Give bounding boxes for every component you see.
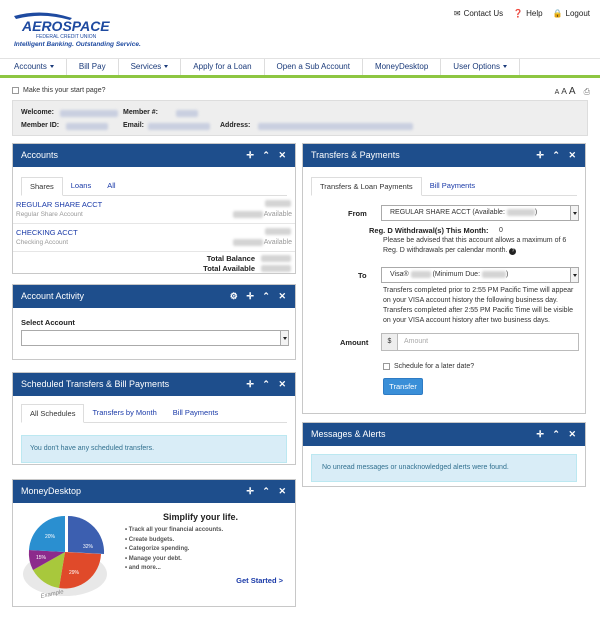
to-label: To xyxy=(358,271,367,280)
panel-controls[interactable]: ✛ ⌃ ✕ xyxy=(246,379,289,389)
start-page-checkbox[interactable] xyxy=(12,87,19,94)
member-number-label: Member #: xyxy=(123,109,159,116)
lock-icon: 🔒 xyxy=(552,9,563,18)
panel-controls[interactable]: ✛ ⌃ ✕ xyxy=(246,150,289,160)
to-note: Transfers completed prior to 2:55 PM Pacific Time will appear on your VISA account history the following business day. Transfers completed after 2:55 PM Pacific Time will be visible on your VISA account history after two business days. xyxy=(383,287,574,324)
tab-loans[interactable]: Loans xyxy=(70,181,92,190)
logout-link[interactable]: 🔒 Logout xyxy=(552,9,590,18)
tab-shares[interactable]: Shares xyxy=(21,177,63,196)
account-name[interactable]: CHECKING ACCT xyxy=(16,228,78,237)
envelope-icon: ✉ xyxy=(453,9,461,18)
start-page-option: Make this your start page? xyxy=(12,87,106,94)
nav-services[interactable]: Services xyxy=(119,59,182,75)
nav-open-sub-account[interactable]: Open a Sub Account xyxy=(265,59,363,75)
pie-label: 32% xyxy=(83,544,94,550)
nav-accounts[interactable]: Accounts xyxy=(0,59,67,75)
panel-header xyxy=(13,285,295,308)
welcome-label: Welcome: xyxy=(21,109,54,116)
panel-title: Scheduled Transfers & Bill Payments xyxy=(21,379,170,389)
available-label: Available xyxy=(263,239,292,246)
currency-addon: $ xyxy=(382,334,398,350)
nav-user-options[interactable]: User Options xyxy=(441,59,520,75)
regd-value: 0 xyxy=(499,227,503,234)
md-headline: Simplify your life. xyxy=(163,512,239,522)
moneydesktop-panel xyxy=(12,479,296,607)
caret-down-icon xyxy=(50,65,54,68)
panel-title: Accounts xyxy=(21,150,59,160)
md-bullet: • Categorize spending. xyxy=(125,546,190,552)
nav-moneydesktop[interactable]: MoneyDesktop xyxy=(363,59,441,75)
no-scheduled-message: You don't have any scheduled transfers. xyxy=(21,435,287,463)
pie-chart-illustration xyxy=(19,508,119,604)
regd-note: Please be advised that this account allows a maximum of 6 Reg. D withdrawals per calendar month. ? xyxy=(383,237,567,254)
info-icon[interactable]: ? xyxy=(509,248,516,255)
tab-transfers-by-month[interactable]: Transfers by Month xyxy=(92,408,157,417)
contact-link[interactable]: ✉ Contact Us xyxy=(453,9,504,18)
nav-apply-loan[interactable]: Apply for a Loan xyxy=(181,59,264,75)
total-balance-label: Total Balance xyxy=(206,254,255,263)
from-label: From xyxy=(348,209,367,218)
amount-label: Amount xyxy=(340,338,369,347)
panel-controls[interactable]: ⚙ ✛ ⌃ ✕ xyxy=(229,291,289,301)
nav-bill-pay[interactable]: Bill Pay xyxy=(67,59,119,75)
panel-header xyxy=(13,373,295,396)
panel-controls[interactable]: ✛ ⌃ ✕ xyxy=(246,486,289,496)
panel-header xyxy=(303,144,585,167)
transfers-panel xyxy=(302,143,586,414)
amount-input[interactable]: Amount xyxy=(404,338,429,345)
scheduled-panel xyxy=(12,372,296,465)
account-activity-panel xyxy=(12,284,296,360)
to-account-select[interactable]: Visa® (Minimum Due: ) xyxy=(381,267,579,283)
md-bullet: • Create budgets. xyxy=(125,536,175,543)
messages-panel xyxy=(302,422,586,487)
email-label: Email: xyxy=(123,122,145,129)
font-large[interactable]: A xyxy=(568,86,576,97)
dropdown-arrow-icon xyxy=(570,206,578,220)
scheduled-tabs xyxy=(21,404,287,423)
panel-title: Transfers & Payments xyxy=(311,150,400,160)
member-info xyxy=(12,100,588,136)
print-icon[interactable]: ⎙ xyxy=(583,87,590,96)
tab-all-schedules[interactable]: All Schedules xyxy=(21,404,84,423)
panel-controls[interactable]: ✛ ⌃ ✕ xyxy=(536,150,579,160)
font-medium[interactable]: A xyxy=(561,86,567,96)
account-totals xyxy=(13,252,295,274)
caret-down-icon xyxy=(503,65,507,68)
account-name[interactable]: REGULAR SHARE ACCT xyxy=(16,200,103,209)
pie-label: 20% xyxy=(45,534,56,540)
tab-bill-payments[interactable]: Bill Payments xyxy=(172,408,219,417)
md-bullet: • and more... xyxy=(125,565,161,571)
account-row[interactable] xyxy=(13,224,295,252)
transfer-tabs xyxy=(311,177,577,196)
amount-input-group xyxy=(381,333,579,351)
md-bullet: • Manage your debt. xyxy=(125,555,182,562)
select-account-dropdown[interactable] xyxy=(21,330,289,346)
panel-title: MoneyDesktop xyxy=(21,486,82,496)
logo-text: AEROSPACE xyxy=(22,18,110,34)
md-bullets xyxy=(125,526,223,574)
accounts-panel xyxy=(12,143,296,274)
tab-all[interactable]: All xyxy=(107,181,116,190)
schedule-later-option: Schedule for a later date? xyxy=(383,363,474,370)
tab-transfers-loan-payments[interactable]: Transfers & Loan Payments xyxy=(311,177,422,196)
available-label: Available xyxy=(263,211,292,218)
member-id-label: Member ID: xyxy=(21,122,60,129)
example-label: Example xyxy=(40,589,65,600)
panel-title: Messages & Alerts xyxy=(311,429,386,439)
total-available-label: Total Available xyxy=(203,264,255,273)
address-label: Address: xyxy=(220,122,251,129)
account-type: Regular Share Account xyxy=(16,211,83,218)
get-started-link[interactable]: Get Started > xyxy=(236,576,283,585)
main-nav xyxy=(0,58,600,78)
top-links xyxy=(454,9,590,18)
dropdown-arrow-icon xyxy=(280,331,288,345)
account-row[interactable] xyxy=(13,196,295,224)
transfer-button[interactable]: Transfer xyxy=(383,378,423,395)
select-account-label: Select Account xyxy=(21,318,75,327)
panel-header xyxy=(303,423,585,446)
pie-label: 29% xyxy=(69,570,80,576)
gear-icon[interactable]: ⚙ xyxy=(229,291,247,301)
help-link[interactable]: ❓ Help xyxy=(513,9,543,18)
tab-bill-payments[interactable]: Bill Payments xyxy=(429,181,476,190)
panel-header xyxy=(13,144,295,167)
from-account-select[interactable]: REGULAR SHARE ACCT (Available: ) xyxy=(381,205,579,221)
pie-label: 15% xyxy=(36,555,47,561)
regd-label: Reg. D Withdrawal(s) This Month: xyxy=(369,226,489,235)
caret-down-icon xyxy=(164,65,168,68)
dropdown-arrow-icon xyxy=(570,268,578,282)
panel-header xyxy=(13,480,295,503)
md-bullet: • Track all your financial accounts. xyxy=(125,527,224,533)
panel-title: Account Activity xyxy=(21,291,85,301)
header xyxy=(0,0,600,58)
account-type: Checking Account xyxy=(16,239,69,246)
panel-controls[interactable]: ✛ ⌃ ✕ xyxy=(536,429,579,439)
font-small[interactable]: A xyxy=(554,89,560,96)
tagline: Intelligent Banking. Outstanding Service. xyxy=(14,41,141,48)
font-size-controls xyxy=(555,86,590,97)
question-icon: ❓ xyxy=(513,9,524,18)
no-messages-message: No unread messages or unacknowledged alerts were found. xyxy=(311,454,577,482)
schedule-later-checkbox[interactable] xyxy=(383,363,390,370)
logo-subtext: FEDERAL CREDIT UNION xyxy=(36,34,97,40)
accounts-tabs xyxy=(21,177,287,196)
